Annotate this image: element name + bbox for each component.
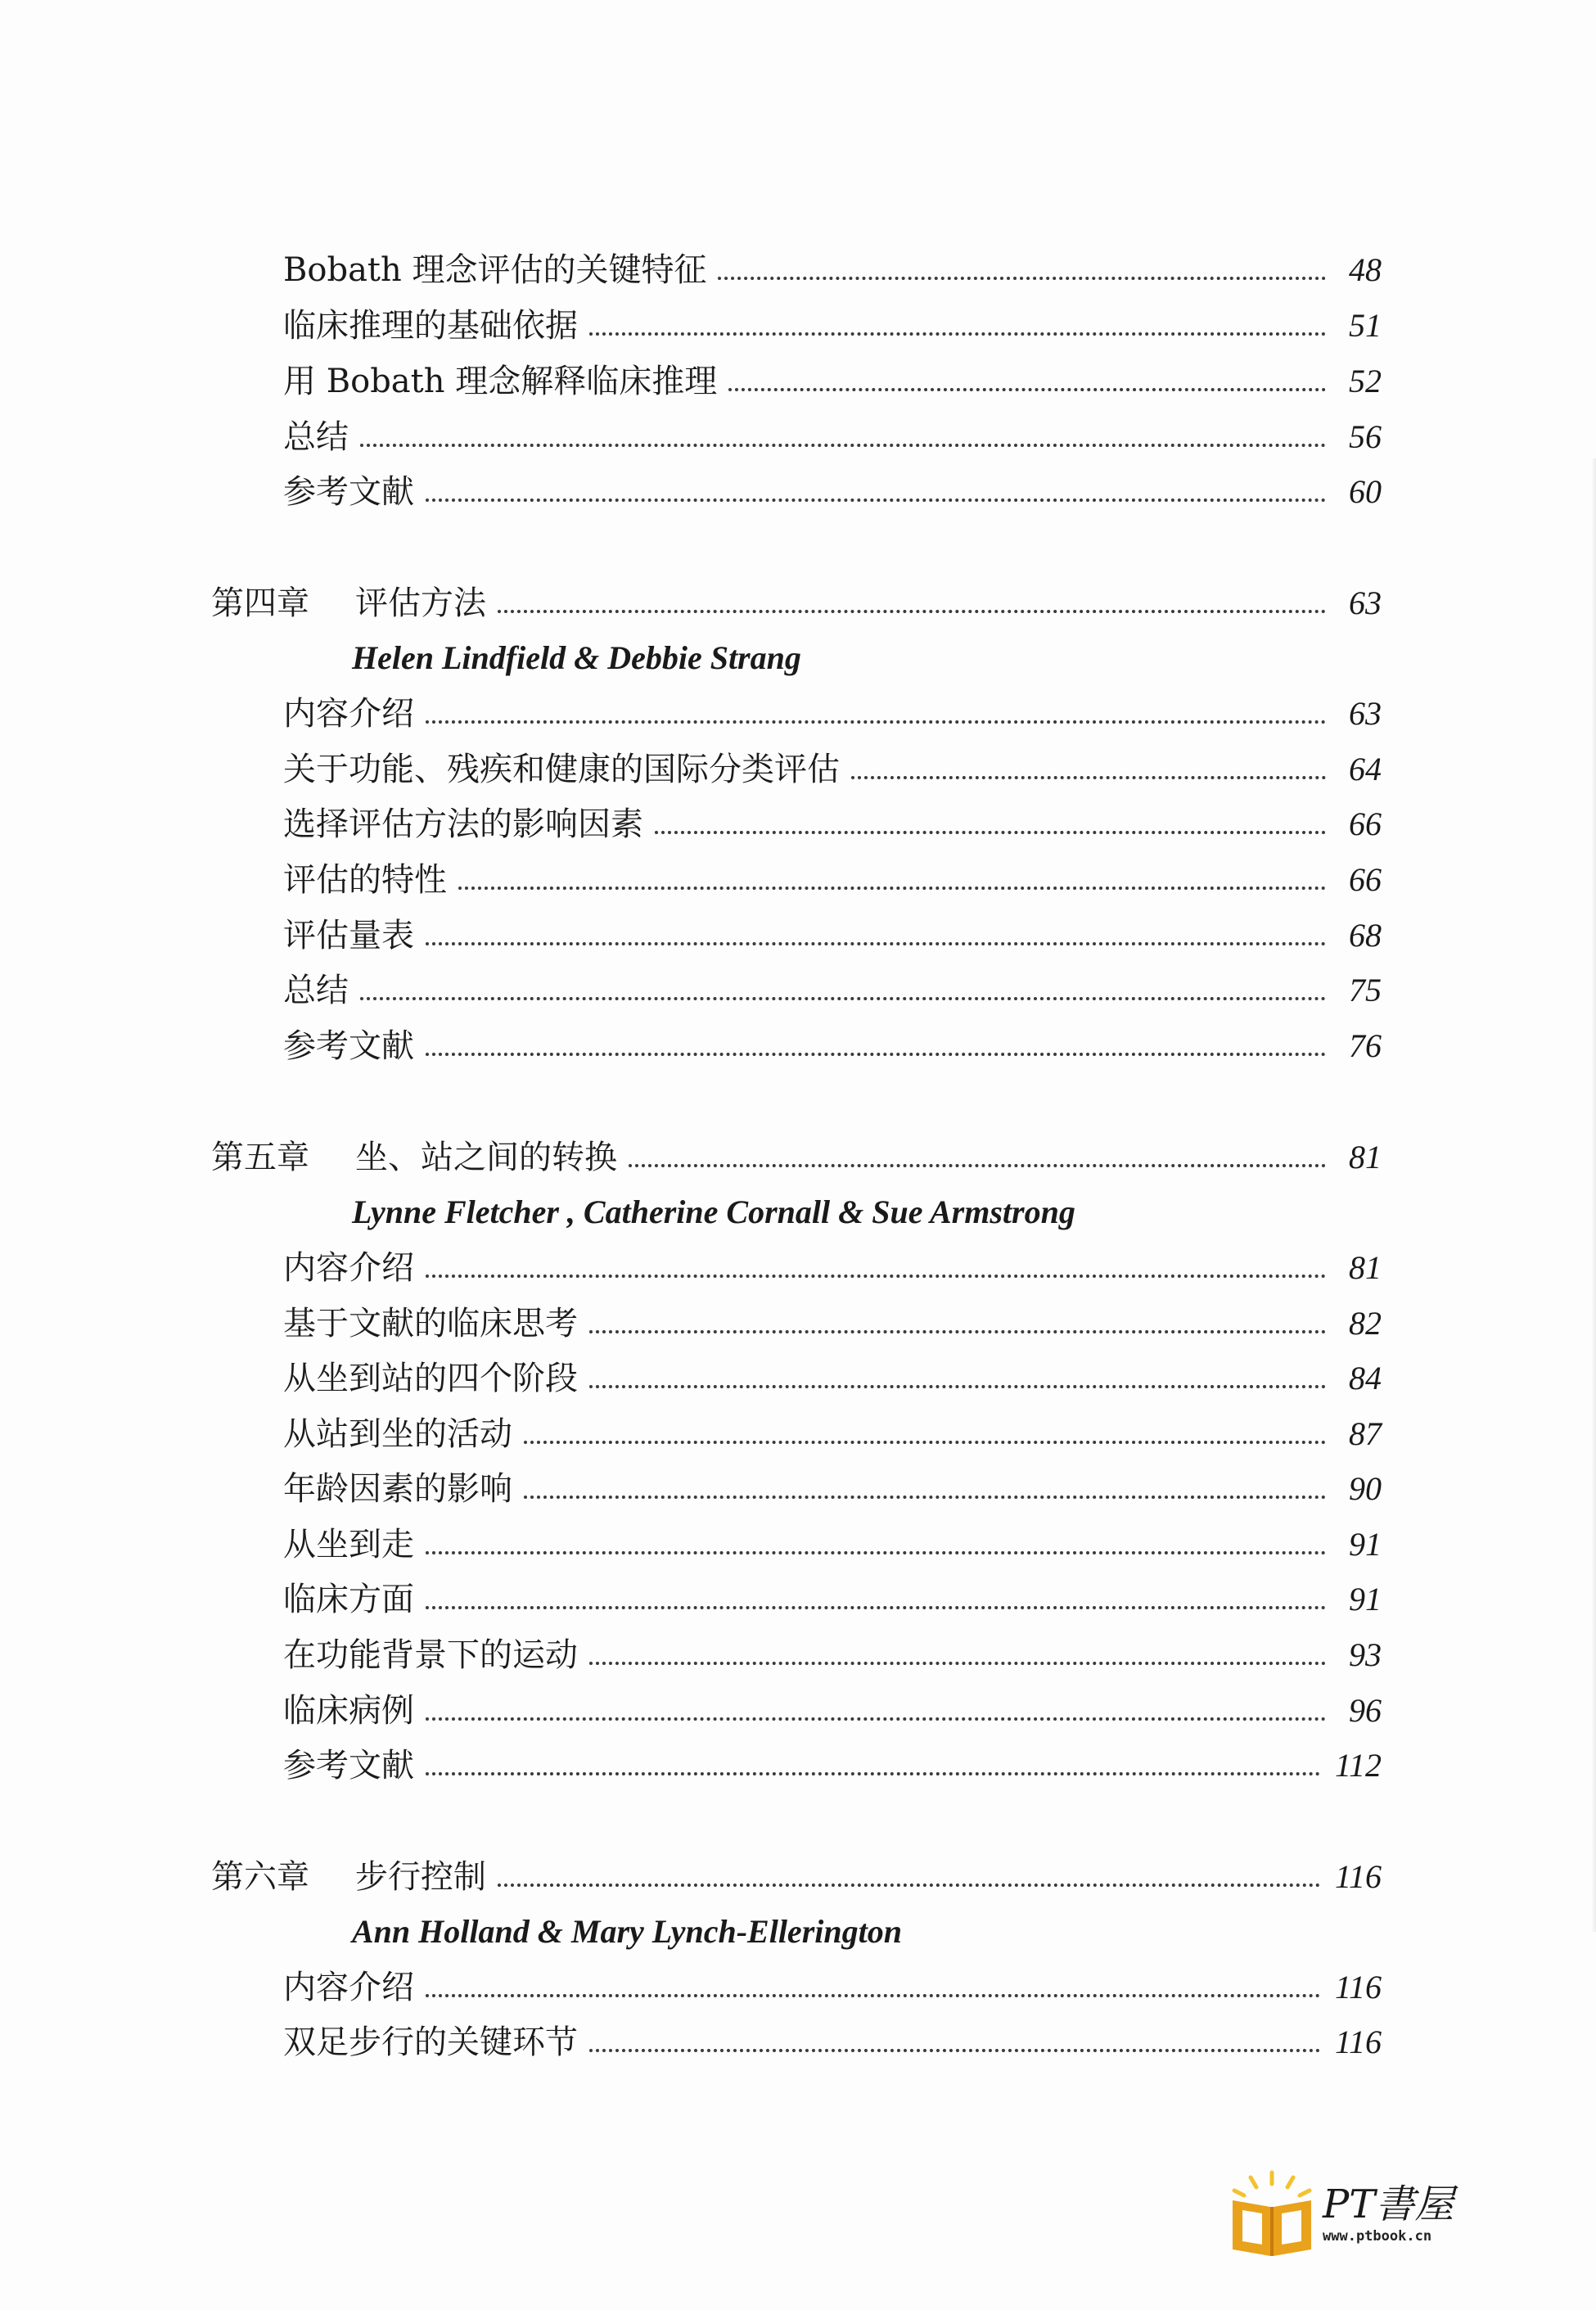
toc-entry-title: 在功能背景下的运动 — [283, 1636, 578, 1674]
toc-entry[interactable] — [283, 1243, 1382, 1293]
toc-entry[interactable] — [283, 1410, 1382, 1459]
chapter-number: 第四章 — [211, 584, 309, 622]
toc-entry[interactable] — [283, 800, 1382, 849]
toc-entry-page: 96 — [1349, 1692, 1382, 1729]
toc-entry-title: 评估量表 — [283, 917, 414, 954]
dot-leader — [426, 1606, 1326, 1609]
chapter-title: 坐、站之间的转换 — [355, 1139, 617, 1176]
dot-leader — [589, 1330, 1326, 1333]
toc-entry-page: 90 — [1349, 1470, 1382, 1507]
toc-entry-title: 参考文献 — [283, 473, 414, 511]
toc-entry-title: 评估的特性 — [283, 861, 447, 899]
toc-entry[interactable] — [283, 1354, 1382, 1403]
dot-leader — [498, 1884, 1320, 1887]
dot-leader — [426, 942, 1326, 945]
logo-url: www.ptbook.cn — [1323, 2228, 1432, 2245]
toc-entry-title: 临床推理的基础依据 — [283, 307, 578, 345]
toc-entry[interactable] — [283, 1575, 1382, 1624]
toc-entry[interactable] — [283, 1631, 1382, 1680]
dot-leader — [589, 2049, 1320, 2052]
dot-leader — [728, 388, 1326, 391]
toc-entry[interactable] — [283, 689, 1382, 738]
toc-entry-page: 48 — [1349, 251, 1382, 288]
dot-leader — [426, 1772, 1320, 1775]
toc-entry-title: 从坐到走 — [283, 1526, 414, 1563]
dot-leader — [426, 1717, 1326, 1721]
chapter-authors: Ann Holland & Mary Lynch-Ellerington — [352, 1913, 902, 1950]
toc-entry-title: 关于功能、残疾和健康的国际分类评估 — [283, 751, 840, 788]
ptbook-logo — [1226, 2169, 1472, 2259]
toc-entry[interactable] — [283, 1464, 1382, 1514]
dot-leader — [426, 1275, 1326, 1278]
toc-entry[interactable] — [283, 855, 1382, 905]
toc-entry-page: 66 — [1349, 805, 1382, 842]
chapter-heading-6[interactable] — [211, 1852, 1382, 1902]
dot-leader — [360, 444, 1326, 447]
toc-entry-page: 116 — [1334, 2024, 1382, 2060]
toc-entry-title: 临床病例 — [283, 1692, 414, 1730]
toc-entry-title: 基于文献的临床思考 — [283, 1305, 578, 1342]
toc-entry-title: 双足步行的关键环节 — [283, 2024, 578, 2061]
dot-leader — [426, 1551, 1326, 1554]
toc-entry-title: 年龄因素的影响 — [283, 1470, 512, 1508]
dot-leader — [718, 277, 1326, 280]
chapter-authors: Lynne Fletcher , Catherine Cornall & Sue Armstrong — [352, 1193, 1075, 1230]
toc-entry-page: 52 — [1349, 363, 1382, 399]
chapter-page: 81 — [1349, 1139, 1382, 1175]
toc-entry[interactable] — [283, 1741, 1382, 1790]
chapter-heading-4[interactable] — [211, 579, 1382, 628]
toc-entry[interactable] — [283, 301, 1382, 350]
toc-entry-page: 63 — [1349, 695, 1382, 732]
toc-entry[interactable] — [283, 966, 1382, 1015]
toc-entry-title: 总结 — [283, 972, 349, 1009]
toc-entry-title: 选择评估方法的影响因素 — [283, 805, 643, 843]
toc-entry-page: 66 — [1349, 861, 1382, 898]
toc-entry-page: 93 — [1349, 1636, 1382, 1673]
dot-leader — [851, 776, 1326, 779]
book-icon — [1226, 2169, 1318, 2259]
toc-entry[interactable] — [283, 246, 1382, 295]
chapter-page: 63 — [1349, 584, 1382, 621]
toc-entry-page: 116 — [1334, 1969, 1382, 2005]
toc-entry-page: 82 — [1349, 1305, 1382, 1342]
toc-entry-page: 81 — [1349, 1249, 1382, 1286]
logo-name: PT書屋 — [1323, 2181, 1454, 2227]
toc-entry-page: 76 — [1349, 1027, 1382, 1064]
toc-entry[interactable] — [283, 1686, 1382, 1735]
toc-entry-title: 参考文献 — [283, 1027, 414, 1065]
toc-entry-page: 56 — [1349, 418, 1382, 455]
toc-entry-title: Bobath 理念评估的关键特征 — [283, 251, 707, 289]
toc-entry-page: 60 — [1349, 473, 1382, 510]
toc-entry[interactable] — [283, 745, 1382, 794]
toc-entry-title: 从坐到站的四个阶段 — [283, 1360, 578, 1397]
toc-entry[interactable] — [283, 1299, 1382, 1348]
toc-entry[interactable] — [283, 467, 1382, 517]
toc-entry-title: 用 Bobath 理念解释临床推理 — [283, 363, 718, 400]
toc-entry-title: 内容介绍 — [283, 695, 414, 733]
chapter-title: 评估方法 — [355, 584, 486, 622]
toc-entry-page: 84 — [1349, 1360, 1382, 1396]
dot-leader — [655, 831, 1326, 834]
dot-leader — [360, 997, 1326, 1000]
dot-leader — [426, 720, 1326, 724]
toc-entry-title: 参考文献 — [283, 1747, 414, 1784]
toc-entry[interactable] — [283, 911, 1382, 960]
dot-leader — [458, 887, 1326, 890]
dot-leader — [524, 1496, 1326, 1499]
dot-leader — [524, 1441, 1326, 1444]
toc-entry[interactable] — [283, 1022, 1382, 1071]
chapter-page: 116 — [1334, 1858, 1382, 1895]
dot-leader — [589, 1385, 1326, 1388]
toc-entry-title: 总结 — [283, 418, 349, 456]
dot-leader — [589, 332, 1326, 336]
dot-leader — [426, 499, 1326, 502]
toc-entry-title: 从站到坐的活动 — [283, 1415, 512, 1453]
dot-leader — [589, 1662, 1326, 1665]
toc-entry-page: 75 — [1349, 972, 1382, 1008]
toc-entry-page: 64 — [1349, 751, 1382, 787]
dot-leader — [426, 1053, 1326, 1056]
toc-entry[interactable] — [283, 1520, 1382, 1569]
chapter-authors: Helen Lindfield & Debbie Strang — [352, 639, 801, 676]
toc-entry[interactable] — [283, 2018, 1382, 2067]
chapter-number: 第五章 — [211, 1139, 309, 1176]
toc-entry-title: 内容介绍 — [283, 1249, 414, 1287]
toc-entry-page: 91 — [1349, 1581, 1382, 1617]
chapter-heading-5[interactable] — [211, 1133, 1382, 1182]
dot-leader — [498, 610, 1326, 613]
toc-entry-page: 68 — [1349, 917, 1382, 954]
toc-entry-page: 91 — [1349, 1526, 1382, 1563]
toc-entry-title: 内容介绍 — [283, 1969, 414, 2006]
chapter-title: 步行控制 — [355, 1858, 486, 1896]
toc-entry-title: 临床方面 — [283, 1581, 414, 1618]
toc-entry[interactable] — [283, 413, 1382, 462]
toc-entry-page: 87 — [1349, 1415, 1382, 1452]
chapter-number: 第六章 — [211, 1858, 309, 1896]
dot-leader — [629, 1164, 1326, 1167]
toc-entry[interactable] — [283, 357, 1382, 406]
toc-entry-page: 51 — [1349, 307, 1382, 344]
dot-leader — [426, 1994, 1320, 1997]
toc-entry[interactable] — [283, 1963, 1382, 2012]
toc-entry-page: 112 — [1334, 1747, 1382, 1784]
page-edge-shadow — [1591, 458, 1596, 1932]
